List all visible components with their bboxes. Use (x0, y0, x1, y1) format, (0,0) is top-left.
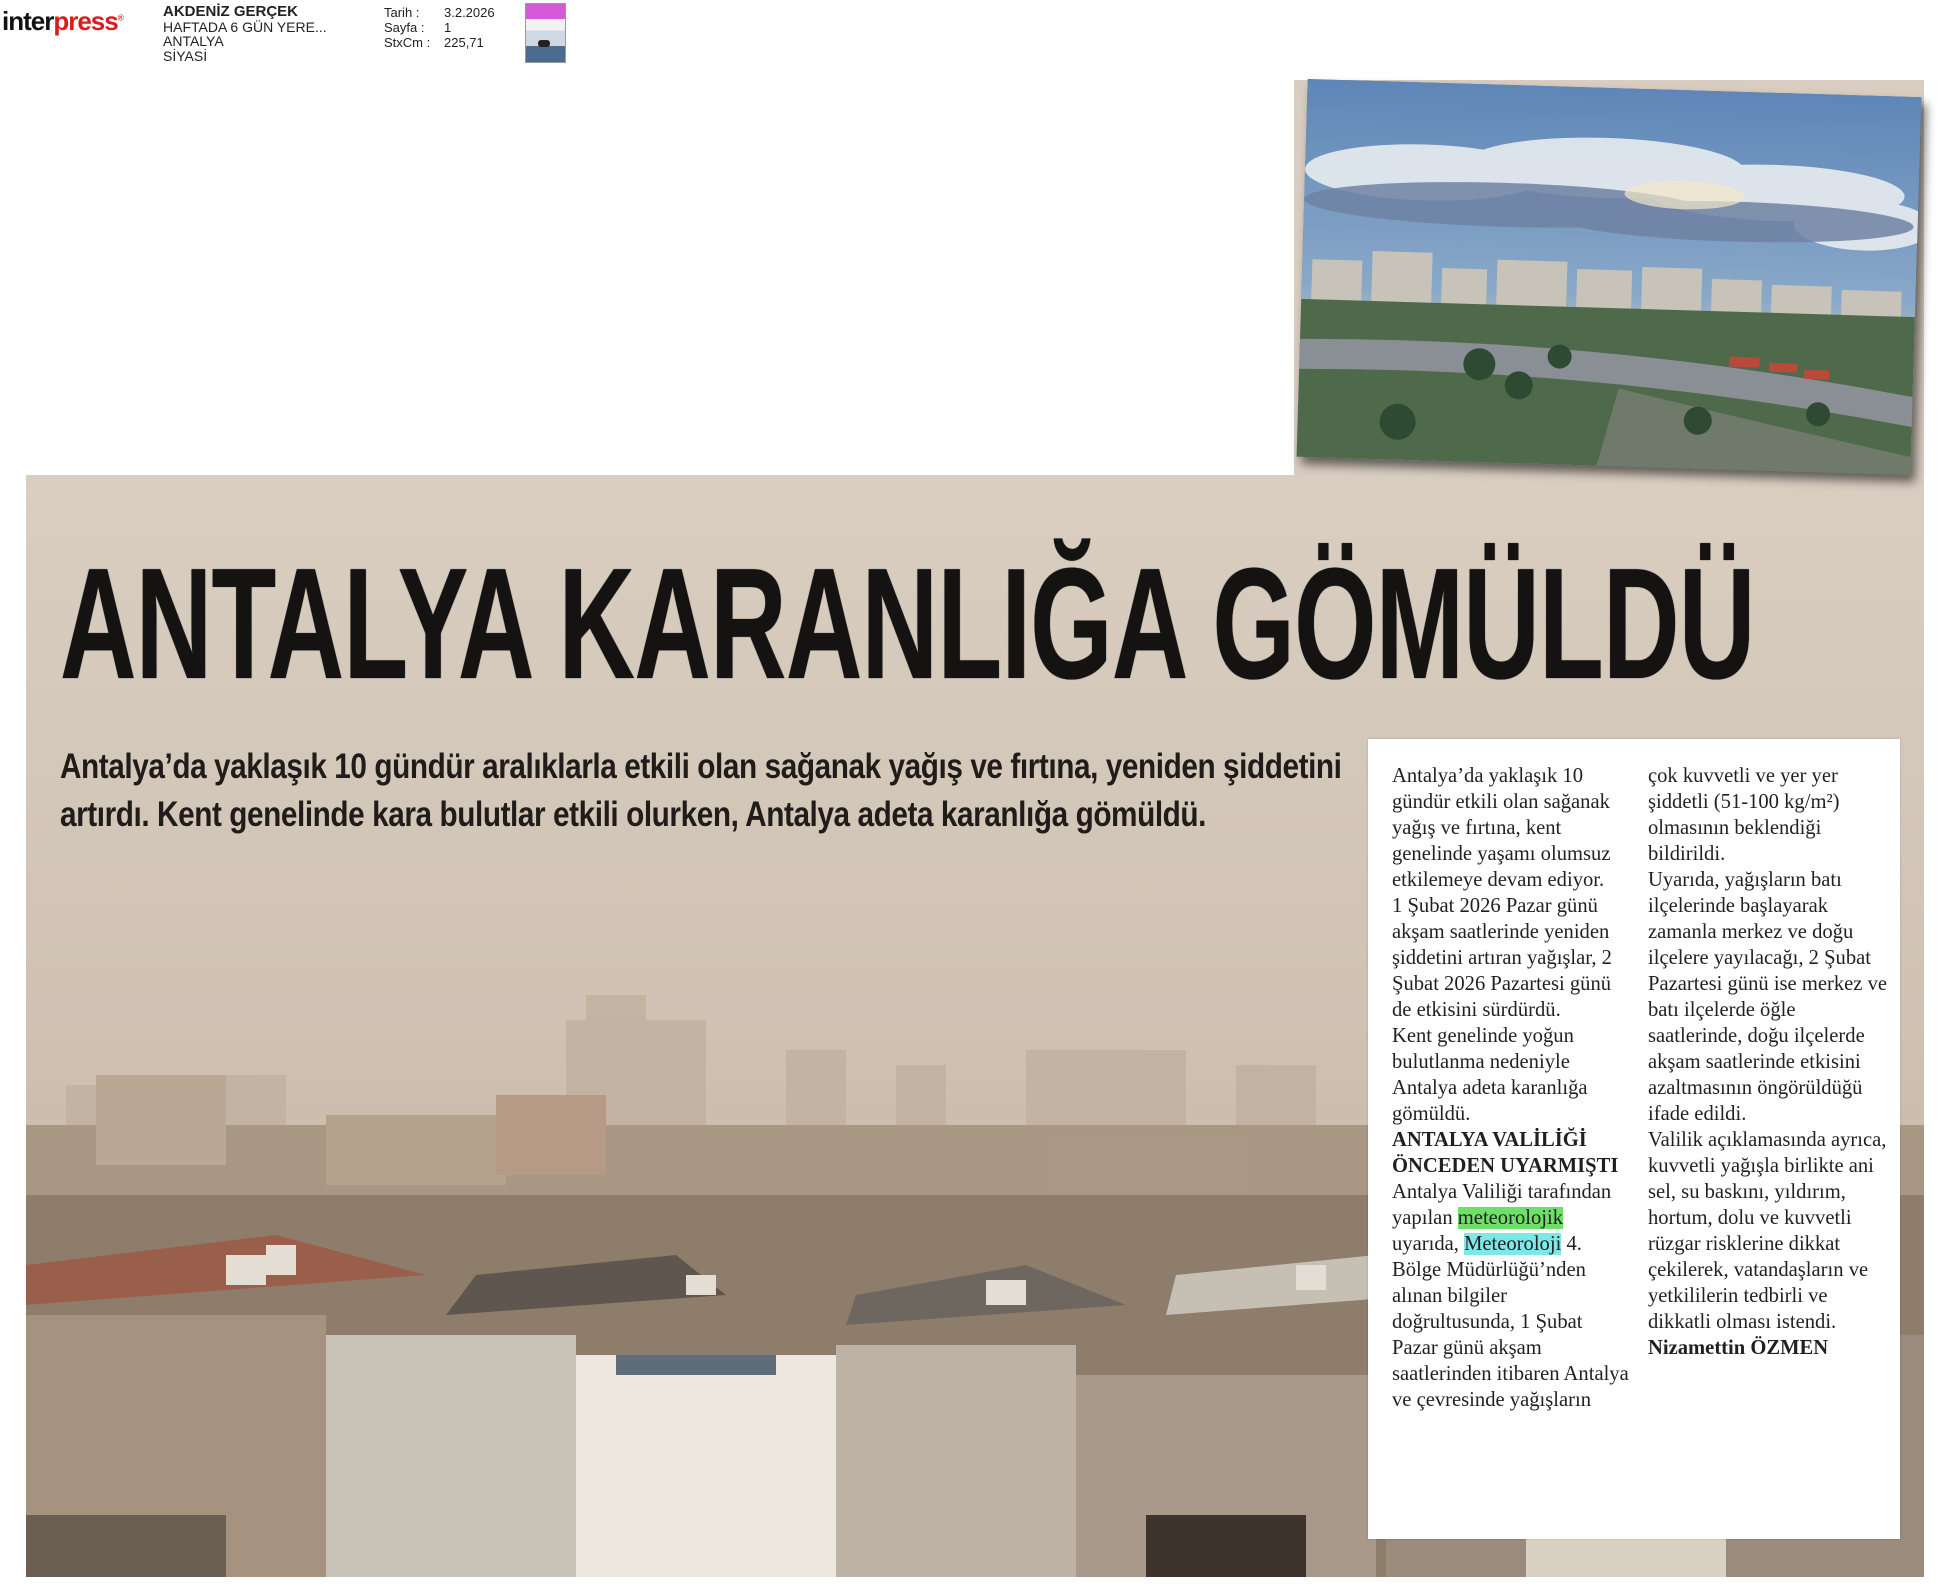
meta-value: 3.2.2026 (444, 5, 495, 20)
meta-value: 1 (444, 20, 452, 35)
logo-mark: ® (117, 13, 123, 23)
logo-part1: inter (2, 6, 54, 36)
interpress-logo (2, 6, 123, 37)
headline: ANTALYA KARANLIĞA GÖMÜLDÜ (60, 536, 1755, 712)
body-paragraph: 1 Şubat 2026 Pazar günü akşam saatlerinde yeniden şiddetini artıran yağışlar, 2 Şubat 2026 Pazartesi günü de etkisini sürdürdü. (1392, 895, 1612, 1021)
highlighted-keyword: meteorolojik (1457, 1207, 1564, 1229)
publication-city: ANTALYA (163, 33, 224, 49)
thumbnail-photo (538, 40, 550, 47)
body-column-left (1392, 763, 1632, 1413)
article-body-box (1368, 739, 1900, 1539)
meta-key: StxCm : (384, 35, 431, 50)
body-paragraph: Uyarıda, yağışların batı ilçelerinde başlayarak zamanla merkez ve doğu ilçelere yayılacağı, 2 Şubat Pazartesi günü ise merkez ve batı ilçelerde öğle saatlerinde, doğu ilçelerde akşam saatlerinde etkisini azaltmasının öngörüldüğü ifade edildi. (1648, 869, 1888, 1125)
page-thumbnail[interactable] (525, 3, 566, 63)
article (26, 475, 1924, 1577)
publication-category: SİYASİ (163, 47, 208, 64)
inset-city-photo (1297, 79, 1922, 475)
lead-paragraph: Antalya’da yaklaşık 10 gündür aralıklarla etkili olan sağanak yağış ve fırtına, yeniden şiddetini artırdı. Kent genelinde kara bulutlar etkili olurken, Antalya adeta karanlığa gömüldü. (60, 747, 1342, 834)
subheading: ANTALYA VALİLİĞİ ÖNCEDEN UYARMIŞTI (1392, 1129, 1619, 1177)
publication-name: AKDENİZ GERÇEK (163, 3, 299, 20)
body-text: Antalya Valiliği tarafından yapılan (1392, 1181, 1612, 1229)
body-paragraph: Valilik açıklamasında ayrıca, kuvvetli yağışla birlikte ani sel, su baskını, yıldırım, hortum, dolu ve kuvvetli rüzgar risklerine dikkat çekilerek, vatandaşların ve yetkililerin tedbirli ve dikkatli olması istendi. (1648, 1129, 1887, 1333)
clip-meta (384, 5, 495, 50)
meta-key: Sayfa : (384, 20, 425, 35)
publication-info (163, 5, 327, 63)
meta-value: 225,71 (444, 35, 484, 50)
author-signature: Nizamettin ÖZMEN (1648, 1337, 1829, 1359)
body-text: 4. Bölge Müdürlüğü’nden alınan bilgiler doğrultusunda, 1 Şubat Pazar günü akşam saatlerinden itibaren Antalya ve çevresinde yağışların (1392, 1233, 1629, 1411)
publication-frequency: HAFTADA 6 GÜN YERE... (163, 18, 327, 35)
inset-photo-graphic (1297, 79, 1922, 475)
meta-row-page (384, 20, 495, 35)
meta-row-stxcm (384, 35, 495, 50)
body-paragraph: Antalya’da yaklaşık 10 gündür etkili olan sağanak yağış ve fırtına, kent genelinde yaşamı olumsuz etkilemeye devam ediyor. (1392, 765, 1611, 891)
meta-key: Tarih : (384, 5, 420, 20)
body-paragraph (1392, 1179, 1632, 1413)
meta-row-date (384, 5, 495, 20)
body-column-right (1648, 763, 1888, 1361)
body-paragraph: Kent genelinde yoğun bulutlanma nedeniyle Antalya adeta karanlığa gömüldü. (1392, 1025, 1588, 1125)
highlighted-keyword: Meteoroloji (1464, 1233, 1562, 1255)
body-paragraph: çok kuvvetli ve yer yer şiddetli (51-100 kg/m²) olmasının beklendiği bildirildi. (1648, 765, 1840, 865)
logo-part2: press (53, 6, 118, 36)
body-text: uyarıda, (1392, 1233, 1459, 1255)
